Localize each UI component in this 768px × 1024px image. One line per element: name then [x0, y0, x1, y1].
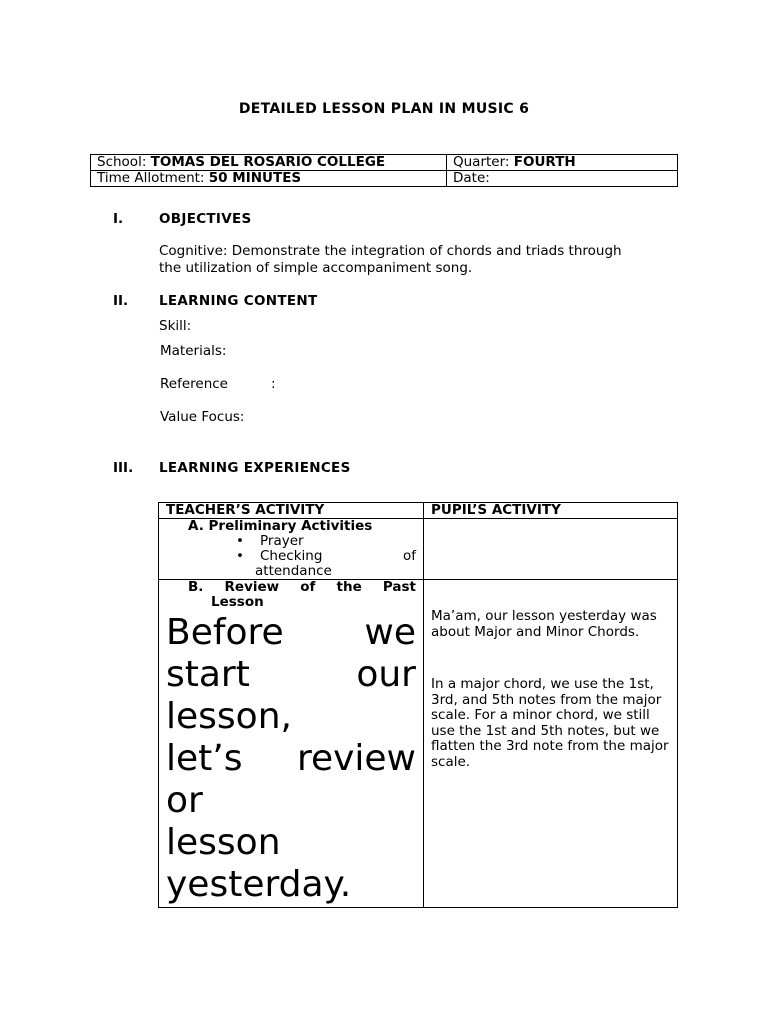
- list-item: [166, 549, 416, 564]
- pupil-activity-header: PUPIL’S ACTIVITY: [424, 503, 678, 519]
- table-row: [159, 519, 678, 580]
- info-row: [91, 155, 678, 171]
- review-heading-line-1: B. Review of the Past: [188, 579, 416, 595]
- bullet-checking: [260, 549, 416, 564]
- teacher-line: [166, 654, 416, 696]
- teacher-line: [166, 822, 416, 864]
- objectives-text-line-1: Cognitive: Demonstrate the integration of chords and triads through: [159, 243, 622, 259]
- section-numeral: I.: [113, 211, 124, 227]
- teacher-line-text: yesterday.: [166, 864, 352, 905]
- teacher-line: [166, 696, 416, 738]
- quarter-label: Quarter:: [453, 154, 510, 170]
- bullet-checking-word: Checking: [260, 548, 323, 564]
- teacher-review-text: [166, 612, 416, 906]
- teacher-line-text: lesson,: [166, 696, 292, 737]
- pupil-answer-1: Ma’am, our lesson yesterday was about Major and Minor Chords.: [431, 608, 657, 640]
- teacher-line: [166, 864, 416, 906]
- objectives-text-line-2: the utilization of simple accompaniment song.: [159, 260, 473, 276]
- teacher-line: [166, 738, 416, 780]
- teacher-line: [166, 612, 416, 654]
- bullet-icon: •: [236, 548, 244, 564]
- teacher-line: [166, 780, 416, 822]
- section-heading-learning-content: LEARNING CONTENT: [159, 293, 318, 309]
- date-cell: [447, 171, 678, 187]
- preliminary-heading: A. Preliminary Activities: [188, 518, 373, 534]
- review-heading-line-2: Lesson: [211, 594, 264, 610]
- time-value: 50 MINUTES: [208, 170, 302, 186]
- teacher-word: let’s: [166, 738, 243, 779]
- bullet-checking-continued: attendance: [255, 563, 332, 579]
- teacher-line-text: lesson: [166, 822, 281, 863]
- section-heading-objectives: OBJECTIVES: [159, 211, 252, 227]
- skill-label: Skill:: [159, 318, 192, 334]
- list-item: [166, 534, 416, 549]
- reference-label: Reference: [160, 376, 228, 392]
- pupil-review-cell: [424, 580, 678, 908]
- pupil-answer-2: In a major chord, we use the 1st, 3rd, and 5th notes from the major scale. For a minor chord, we still use the 1st and 5th notes, but we flatten the 3rd note from the major scale.: [431, 676, 669, 770]
- teacher-word: start: [166, 654, 250, 695]
- section-numeral: II.: [113, 293, 129, 309]
- reference-colon: :: [271, 376, 276, 392]
- bullet-checking-of: of: [402, 548, 416, 564]
- document-title: DETAILED LESSON PLAN IN MUSIC 6: [238, 101, 530, 117]
- time-label: Time Allotment:: [97, 170, 205, 186]
- table-row: [159, 580, 678, 908]
- teacher-word: our: [356, 654, 416, 695]
- teacher-activity-header: TEACHER’S ACTIVITY: [159, 503, 424, 519]
- quarter-value: FOURTH: [513, 154, 576, 170]
- school-cell: [91, 155, 447, 171]
- bullet-icon: •: [236, 533, 244, 549]
- teacher-word: we: [364, 612, 416, 653]
- time-cell: [91, 171, 447, 187]
- section-heading-learning-experiences: LEARNING EXPERIENCES: [159, 460, 351, 476]
- teacher-word: Before: [166, 612, 284, 653]
- table-header-row: [159, 503, 678, 519]
- quarter-cell: [447, 155, 678, 171]
- school-value: TOMAS DEL ROSARIO COLLEGE: [150, 154, 386, 170]
- pupil-empty-cell: [424, 519, 678, 580]
- bullet-prayer: Prayer: [260, 533, 304, 549]
- teacher-line-text: or: [166, 780, 203, 821]
- info-table: [90, 154, 678, 187]
- info-row: [91, 171, 678, 187]
- section-numeral: III.: [113, 460, 134, 476]
- date-label: Date:: [453, 170, 490, 186]
- review-cell: [159, 580, 424, 908]
- learning-experiences-table: [158, 502, 678, 908]
- teacher-word: review: [296, 738, 416, 779]
- preliminary-cell: [159, 519, 424, 580]
- value-focus-label: Value Focus:: [160, 409, 245, 425]
- materials-label: Materials:: [160, 343, 227, 359]
- school-label: School:: [97, 154, 147, 170]
